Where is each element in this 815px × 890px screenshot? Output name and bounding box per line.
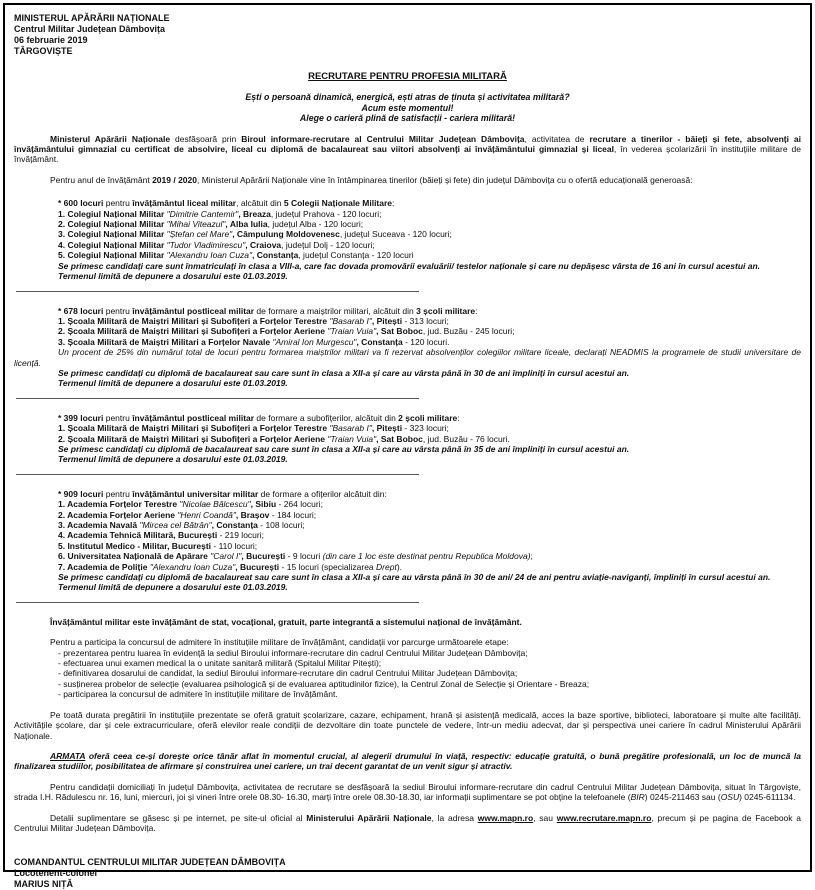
- text-run: , Câmpulung Moldovenesc: [232, 229, 340, 240]
- text-run: 1. Colegiul Național Militar: [58, 208, 167, 219]
- separator-1: [16, 291, 419, 292]
- tagline-line-1: Ești o persoană dinamică, energică, ești atras de ținuta și activitatea militară?: [245, 92, 570, 103]
- text-run: * 678 locuri: [58, 305, 104, 316]
- text-run: "Mihai Viteazul": [166, 219, 226, 230]
- section-600-note-2: [14, 271, 801, 281]
- text-run: - prezentarea pentru luarea în evidență la sediul Biroului informare-recrutare din cadrul Centrului Militar Județean Dâmbovița;: [58, 647, 528, 658]
- signature-name: MARIUS NIȚĂ: [14, 879, 73, 890]
- text-run: oferă ceea ce-și dorește orice tânăr aflat în momentul crucial, al alegerii drumului în viață, respectiv: educație gratuită, o bună pregătire profesională, un loc de muncă la finalizarea studiilor, posibilitatea de afirmare și construirea unei cariere, un trai decent garantat de un venit sigur și atractiv.: [14, 750, 801, 772]
- section-678-reserve-note: [14, 347, 801, 368]
- text-run: , alcătuit din: [236, 198, 284, 209]
- text-run: învățământul postliceal militar: [132, 412, 255, 423]
- college-item-4: [14, 240, 801, 250]
- text-run: , Craiova: [245, 239, 282, 250]
- text-run: , Pitești: [371, 315, 403, 326]
- text-run: :: [475, 305, 478, 316]
- text-run: , județul Alba - 120 locuri;: [267, 219, 364, 230]
- admission-step-3: [14, 668, 801, 678]
- text-run: , Constanța: [252, 250, 299, 261]
- schedule-paragraph: [14, 782, 801, 803]
- text-run: Termenul limită de depunere a dosarului este 01.03.2019.: [58, 378, 288, 389]
- text-run: :: [457, 412, 460, 423]
- text-run: 2. Colegiul Național Militar: [58, 219, 167, 230]
- text-run: , Sibiu: [250, 499, 277, 510]
- text-run: - participarea la concursul de admitere în instituțiile militare de învățământ.: [58, 689, 338, 700]
- text-run: 3. Școala Militară de Maiștri Militari a Forțelor Navale: [58, 336, 273, 347]
- text-run: 2. Școala Militară de Maiștri Militari și Subofițeri a Forțelor Aeriene: [58, 433, 328, 444]
- separator-2: [16, 398, 419, 399]
- text-run: 2019 / 2020: [152, 174, 197, 185]
- text-run: OSU: [720, 792, 740, 803]
- letterhead-center: Centrul Militar Județean Dâmbovița: [14, 24, 166, 34]
- tagline-line-3: Alege o carieră plină de satisfacții - cariera militară!: [299, 113, 516, 124]
- separator-3: [16, 474, 419, 475]
- text-run: 2. Școala Militară de Maiștri Militari și Subofițeri a Forțelor Aeriene: [58, 326, 328, 337]
- text-run: "Alexandru Ioan Cuza": [149, 561, 236, 572]
- text-run: , jud. Buzău - 76 locuri.: [422, 433, 510, 444]
- text-run: "Dimitrie Cantemir": [166, 208, 239, 219]
- text-run: Drept: [376, 561, 397, 572]
- document-body: [14, 134, 801, 834]
- college-item-2: [14, 219, 801, 229]
- letterhead-ministry: MINISTERUL APĂRĂRII NAȚIONALE: [14, 13, 170, 23]
- text-run: * 600 locuri: [58, 198, 106, 209]
- college-item-3: [14, 229, 801, 239]
- text-run: de formare a maiștrilor militari, alcătuit din: [254, 305, 417, 316]
- college-item-5: [14, 250, 801, 260]
- section-600-note-1: [14, 261, 801, 271]
- text-run: Pentru anul de învățământ: [50, 174, 153, 185]
- text-run: - efectuarea unui examen medical la o unitate sanitară militară (Spitalul Militar Pitești);: [58, 658, 382, 669]
- letterhead-city: TÂRGOVIȘTE: [14, 46, 73, 56]
- section-909-note-1: [14, 572, 801, 582]
- text-run: , sau: [533, 812, 557, 823]
- state-education-paragraph: [14, 617, 801, 627]
- text-run: , activitatea de: [524, 133, 590, 144]
- text-run: "Alexandru Ioan Cuza": [166, 250, 253, 261]
- intro-paragraph: [14, 134, 801, 165]
- text-run: 1. Academia Forțelor Terestre: [58, 499, 180, 510]
- section-909-note-2: [14, 582, 801, 592]
- text-run: , în vederea școlarizării în instituțiile militare de învățământ.: [14, 144, 801, 165]
- section-678-note-1: [14, 368, 801, 378]
- academy-item-3: [14, 520, 801, 530]
- text-run: "Basarab I": [329, 423, 372, 434]
- text-run: 3. Colegiul Național Militar: [58, 229, 167, 240]
- text-run: învățământul liceal militar: [132, 198, 237, 209]
- text-run: pentru: [105, 198, 133, 209]
- academy-item-5: [14, 541, 801, 551]
- text-run: "Carol I": [210, 551, 242, 562]
- text-run: "Ștefan cel Mare": [166, 229, 233, 240]
- text-run: , județul Prahova - 120 locuri;: [270, 208, 382, 219]
- text-run: - 219 locuri;: [217, 530, 264, 541]
- text-run: de formare a subofițerilor, alcătuit din: [254, 412, 399, 423]
- section-399-note-2: [14, 454, 801, 464]
- admission-step-2: [14, 658, 801, 668]
- text-run: ).: [396, 561, 403, 572]
- text-run: Se primesc candidați cu diplomă de bacalaureat sau care sunt în clasa a XII-a și care au vârsta până în 30 de ani/ 24 de ani pentru aviație-naviganți, împliniți în cursul acestui an.: [58, 572, 771, 583]
- text-run: - 15 locuri (specializarea: [279, 561, 377, 572]
- text-run: 2. Academia Forțelor Aeriene: [58, 509, 178, 520]
- text-run: Pentru a participa la concursul de admitere în instituțiile militare de învățământ, candidații vor parcurge următoarele etape:: [50, 637, 509, 648]
- text-run: , precum și pe pagina de Facebook a Centrului Militar Județean Dâmbovița.: [14, 812, 802, 833]
- text-run: 5. Institutul Medico - Militar, București: [58, 540, 212, 551]
- nco-school-item-1: [14, 423, 801, 433]
- text-run: - definitivarea dosarului de candidat, la sediul Biroului informare-recrutare din cadrul Centrului Militar Județean Dâmbovița;: [58, 668, 518, 679]
- text-run: pentru: [103, 488, 133, 499]
- text-run: "Amiral Ion Murgescu": [272, 336, 357, 347]
- text-run: ) 0245-211463 sau (: [644, 792, 721, 803]
- text-run: 4. Colegiul Național Militar: [58, 239, 167, 250]
- section-909-header: [14, 489, 801, 499]
- text-run: - 184 locuri;: [269, 509, 317, 520]
- text-run: - 323 locuri;: [402, 423, 449, 434]
- text-run: , județul Suceava - 120 locuri;: [339, 229, 452, 240]
- text-run: învățământul postliceal militar: [132, 305, 255, 316]
- armata-paragraph: [14, 751, 801, 772]
- section-600-header: [14, 198, 801, 208]
- text-run: - 9 locuri: [285, 551, 323, 562]
- text-run: - susținerea probelor de selecție (evaluarea psihologică și de evaluarea aptitudinilor fizice), la Centrul Zonal de Selecție și Orientare - Breaza;: [58, 678, 590, 689]
- text-run: ;: [530, 551, 533, 562]
- text-run: , București: [235, 561, 280, 572]
- text-run: pentru: [103, 305, 133, 316]
- tagline-line-2: Acum este momentul!: [361, 102, 454, 113]
- text-run: "Traian Vuia": [327, 326, 377, 337]
- text-run: învățământul universitar militar: [132, 488, 259, 499]
- academy-item-4: [14, 530, 801, 540]
- signature-rank: Locotenent-colonel: [14, 868, 97, 879]
- text-run: , Alba Iulia: [225, 219, 268, 230]
- text-run: Un procent de 25% din numărul total de locuri pentru formarea maiștrilor militari va fi rezervat absolvenților colegiilor militare liceale, declarați NEADMIS la programele de studii universitare de licență.: [14, 347, 801, 368]
- section-399-note-1: [14, 444, 801, 454]
- text-run: recrutare a tinerilor - băieți și fete, absolvenți ai învățământului gimnazial cu certificat de absolvire, liceal cu diplomă de bacalaureat sau viitori absolvenți ai învățământului gimnazial și liceal: [14, 133, 801, 155]
- text-run: , jud. Buzău - 245 locuri;: [422, 326, 515, 337]
- document-title-text: RECRUTARE PENTRU PROFESIA MILITARĂ: [308, 71, 507, 82]
- letterhead: [14, 13, 801, 57]
- benefits-paragraph: [14, 710, 801, 741]
- text-run: :: [392, 198, 395, 209]
- text-run: Biroul informare-recrutare al Centrului Militar Județean Dâmbovița: [241, 133, 525, 144]
- text-run: 1. Școala Militară de Maiștri Militari și Subofițeri a Forțelor Terestre: [58, 315, 330, 326]
- separator-4: [16, 602, 419, 603]
- text-run: 6. Universitatea Națională de Apărare: [58, 551, 211, 562]
- admission-step-1: [14, 648, 801, 658]
- letterhead-date: 06 februarie 2019: [14, 35, 88, 45]
- text-run: 3 școli militare: [416, 305, 476, 316]
- text-run: 3. Academia Navală: [58, 520, 140, 530]
- section-678-header: [14, 306, 801, 316]
- text-run: 2 școli militare: [398, 412, 458, 423]
- text-run: , Brașov: [235, 509, 270, 520]
- text-run: 5 Colegii Naționale Militare: [283, 198, 393, 209]
- text-run: , Constanța: [211, 520, 258, 530]
- text-run: - 108 locuri;: [257, 520, 305, 530]
- text-run: - 313 locuri;: [402, 315, 449, 326]
- text-run: Ministerul Apărării Naționale: [50, 133, 171, 144]
- school-item-2: [14, 326, 801, 336]
- text-run: desfășoară prin: [170, 133, 242, 144]
- text-run: Termenul limită de depunere a dosarului este 01.03.2019.: [58, 454, 288, 465]
- details-paragraph: [14, 813, 801, 834]
- text-run: - 120 locuri.: [402, 336, 450, 347]
- text-run: "Traian Vuia": [327, 433, 377, 444]
- school-item-1: [14, 316, 801, 326]
- text-run: Se primesc candidați cu diplomă de bacalaureat sau care sunt în clasa a XII-a și care au vârsta până în 30 de ani împliniți în cursul acestui an.: [58, 367, 630, 378]
- nco-school-item-2: [14, 434, 801, 444]
- text-run: Se primesc candidați cu diplomă de bacalaureat sau care sunt în clasa a XII-a și care au vârsta până în 35 de ani împliniți în cursul acestui an.: [58, 443, 630, 454]
- admission-steps-intro: [14, 637, 801, 647]
- text-run: , Sat Boboc: [376, 326, 423, 337]
- text-run: Ministerului Apărării Naționale: [306, 812, 432, 823]
- text-run: "Henri Coandă": [177, 509, 236, 520]
- academy-item-1: [14, 499, 801, 509]
- text-run: (din care 1 loc este destinat pentru Republica Moldova): [322, 551, 531, 562]
- text-run: ) 0245-611134.: [739, 792, 796, 803]
- text-run: "Mircea cel Bătrân": [139, 520, 212, 530]
- text-run: "Nicolae Bălcescu": [179, 499, 251, 510]
- text-run: , județul Constanța - 120 locuri: [298, 250, 414, 261]
- text-run: BIR: [630, 792, 645, 803]
- text-run: Pentru candidații domiciliați în județul Dâmbovița, activitatea de recrutare se desfășoară la sediul Biroului informare-recrutare din cadrul Centrului Militar Județean Dâmbovița, situat în Târgoviște, strada I.H. Rădulescu nr. 16, luni, miercuri, joi și vineri între orele 08.30- 16.30, marți între orele 08.30-18.30, iar informații suplimentare se pot obține la telefoanele (: [14, 781, 801, 803]
- text-run: ARMATA: [50, 750, 86, 761]
- text-run: "Basarab I": [329, 315, 372, 326]
- text-run: Termenul limită de depunere a dosarului este 01.03.2019.: [58, 271, 288, 282]
- text-run: - 264 locuri;: [276, 499, 323, 510]
- text-run: , județul Dolj - 120 locuri;: [281, 239, 375, 250]
- text-run: Termenul limită de depunere a dosarului este 01.03.2019.: [58, 582, 288, 593]
- text-run: - 110 locuri;: [211, 540, 258, 551]
- signature-block: [14, 857, 801, 890]
- section-678-note-2: [14, 378, 801, 388]
- admission-step-4: [14, 679, 801, 689]
- college-item-1: [14, 209, 801, 219]
- link-www-recrutare-mapn-ro[interactable]: www.recrutare.mapn.ro: [556, 812, 652, 823]
- text-run: , Pitești: [371, 423, 403, 434]
- text-run: , la adresa: [431, 812, 478, 823]
- text-run: pentru: [103, 412, 133, 423]
- tagline: [14, 92, 801, 123]
- text-run: * 399 locuri: [58, 412, 104, 423]
- text-run: 5. Colegiul Național Militar: [58, 250, 167, 261]
- text-run: , Ministerul Apărării Naționale vine în întâmpinarea tinerilor (băieți și fete) din județul Dâmbovița cu o ofertă educațională generoasă:: [196, 174, 693, 185]
- text-run: , Constanța: [356, 336, 403, 347]
- document-title: [14, 72, 801, 82]
- text-run: 4. Academia Tehnică Militară, București: [58, 530, 218, 541]
- text-run: Învățământul militar este învățământ de stat, vocațional, gratuit, parte integrantă a sistemului național de învățământ.: [50, 616, 522, 627]
- text-run: Pe toată durata pregătirii în instituțiile prezentate se oferă gratuit școlarizare, cazare, echipament, hrană și asistență medicală, acces la baze sportive, biblioteci, laboratoare și multe alte facilități. Activitățile școlare, dar și cele extracurriculare, oferă elevilor reale condiții de dezvoltare din toate punctele de vedere, într-un mediu adecvat, dar și perspectiva unei cariere în cadrul Ministerului Apărării Naționale.: [14, 709, 801, 741]
- admission-step-5: [14, 689, 801, 699]
- signature-commander-title: COMANDANTUL CENTRULUI MILITAR JUDEȚEAN DÂMBOVIȚA: [14, 857, 286, 868]
- text-run: Se primesc candidați care sunt înmatriculați în clasa a VIII-a, care fac dovada promovării evaluării/ testelor naționale și care nu depășesc vârsta de 16 ani în cursul acestui an.: [58, 260, 761, 271]
- academy-item-6: [14, 551, 801, 561]
- text-run: 7. Academia de Poliție: [58, 561, 150, 572]
- academy-item-2: [14, 510, 801, 520]
- academy-item-7: [14, 562, 801, 572]
- text-run: , Breaza: [238, 208, 271, 219]
- text-run: de formare a ofițerilor alcătuit din:: [258, 488, 387, 499]
- text-run: , București: [241, 551, 286, 562]
- text-run: "Tudor Vladimirescu": [166, 239, 246, 250]
- school-item-3: [14, 337, 801, 347]
- text-run: , Sat Boboc: [376, 433, 423, 444]
- text-run: 1. Școala Militară de Maiștri Militari și Subofițeri a Forțelor Terestre: [58, 423, 330, 434]
- section-399-header: [14, 413, 801, 423]
- document-page: [3, 3, 812, 890]
- text-run: * 909 locuri: [58, 488, 104, 499]
- link-www-mapn-ro[interactable]: www.mapn.ro: [477, 812, 534, 823]
- text-run: Detalii suplimentare se găsesc și pe internet, pe site-ul oficial al: [50, 812, 307, 823]
- offer-paragraph: [14, 175, 801, 185]
